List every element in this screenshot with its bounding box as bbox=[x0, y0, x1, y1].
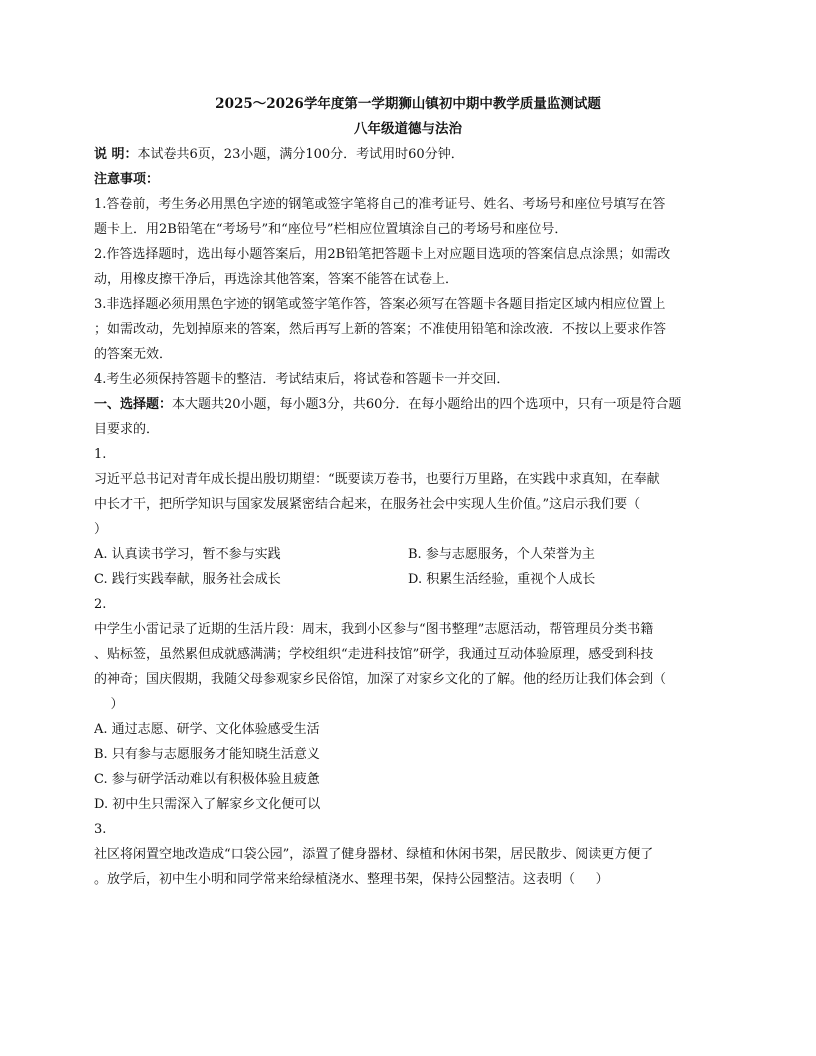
option-b: B. 只有参与志愿服务才能知晓生活意义 bbox=[94, 747, 320, 762]
notes-line: 4.考生必须保持答题卡的整洁．考试结束后，将试卷和答题卡一并交回． bbox=[94, 372, 510, 387]
question-stem-line: 习近平总书记对青年成长提出殷切期望：“既要读万卷书，也要行万里路，在实践中求真知，在奉献 bbox=[94, 472, 660, 487]
notes-line: 动，用橡皮擦干净后，再选涂其他答案，答案不能答在试卷上． bbox=[94, 272, 459, 287]
option-b: B. 参与志愿服务，个人荣誉为主 bbox=[408, 547, 595, 562]
notes-line: ；如需改动，先划掉原来的答案，然后再写上新的答案；不准使用铅笔和涂改液．不按以上要求作答 bbox=[94, 322, 667, 337]
question-stem-line: ） bbox=[94, 697, 124, 712]
instructions-label: 说 明： bbox=[94, 147, 138, 162]
section-instructions: 本大题共20小题，每小题3分，共60分．在每小题给出的四个选项中，只有一项是符合题 bbox=[172, 397, 682, 412]
option-c: C. 践行实践奉献，服务社会成长 bbox=[94, 572, 281, 587]
question-stem-line: 社区将闲置空地改造成“口袋公园”，添置了健身器材、绿植和休闲书架，居民散步、阅读更方便了 bbox=[94, 847, 654, 862]
option-a: A. 通过志愿、研学、文化体验感受生活 bbox=[94, 722, 320, 737]
attention-label: 注意事项： bbox=[94, 172, 160, 187]
exam-subtitle: 八年级道德与法治 bbox=[354, 121, 462, 137]
option-row bbox=[94, 542, 722, 567]
instructions-text: 本试卷共6页，23小题，满分100分．考试用时60分钟． bbox=[137, 147, 464, 162]
option-row bbox=[94, 567, 722, 592]
notes-line: 1.答卷前，考生务必用黑色字迹的钢笔或签字笔将自己的准考证号、姓名、考场号和座位号填写在答 bbox=[94, 197, 666, 212]
option-c: C. 参与研学活动难以有积极体验且疲惫 bbox=[94, 772, 320, 787]
notes-line: 2.作答选择题时，选出每小题答案后，用2B铅笔把答题卡上对应题目选项的答案信息点涂黑；如需改 bbox=[94, 247, 671, 262]
notes-line: 的答案无效． bbox=[94, 347, 173, 362]
section-label: 一、选择题： bbox=[94, 397, 173, 412]
option-d: D. 初中生只需深入了解家乡文化便可以 bbox=[94, 797, 321, 812]
question-stem-line: ） bbox=[94, 522, 108, 537]
option-d: D. 积累生活经验，重视个人成长 bbox=[408, 572, 596, 587]
question-number: 2. bbox=[94, 597, 107, 612]
instructions-line bbox=[94, 142, 722, 167]
option-a: A. 认真读书学习，暂不参与实践 bbox=[94, 547, 281, 562]
question-number: 1. bbox=[94, 447, 107, 462]
section-instructions-cont: 目要求的． bbox=[94, 422, 160, 437]
question-stem-line: 的神奇；国庆假期，我随父母参观家乡民俗馆，加深了对家乡文化的了解。他的经历让我们体会到（ bbox=[94, 672, 667, 687]
question-stem-line: 中学生小雷记录了近期的生活片段：周末，我到小区参与“图书整理”志愿活动，帮管理员分类书籍 bbox=[94, 622, 654, 637]
notes-line: 3.非选择题必须用黑色字迹的钢笔或签字笔作答，答案必须写在答题卡各题目指定区域内相应位置上 bbox=[94, 297, 666, 312]
exam-title: 2025～2026学年度第一学期狮山镇初中期中教学质量监测试题 bbox=[215, 96, 601, 112]
notes-line: 题卡上．用2B铅笔在“考场号”和“座位号”栏相应位置填涂自己的考场号和座位号． bbox=[94, 222, 568, 237]
section-heading bbox=[94, 392, 722, 417]
question-stem-line: 、贴标签，虽然累但成就感满满；学校组织“走进科技馆”研学，我通过互动体验原理，感受到科技 bbox=[94, 647, 654, 662]
exam-page bbox=[94, 92, 722, 892]
question-number: 3. bbox=[94, 822, 107, 837]
question-stem-line: 中长才干，把所学知识与国家发展紧密结合起来，在服务社会中实现人生价值。”这启示我们要（ bbox=[94, 497, 641, 512]
question-stem-line: 。放学后，初中生小明和同学常来给绿植浇水、整理书架，保持公园整洁。这表明（ ） bbox=[94, 872, 609, 887]
